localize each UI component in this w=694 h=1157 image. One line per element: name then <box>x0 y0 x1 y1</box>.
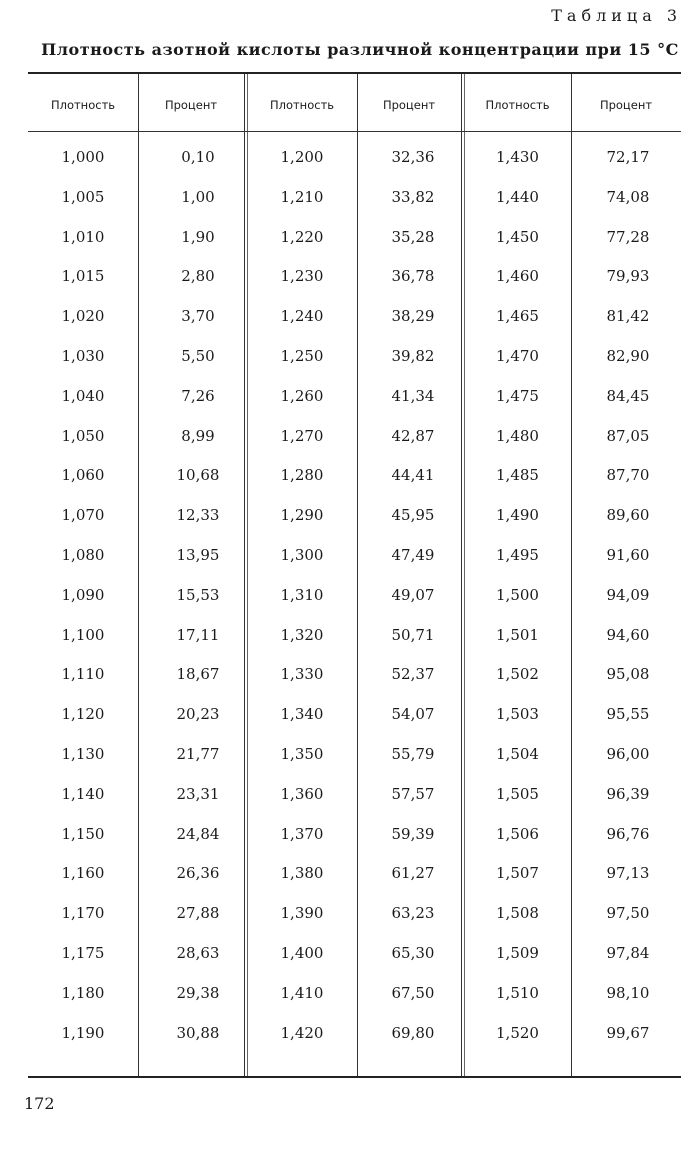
header-density-3: Плотность <box>485 98 550 112</box>
table-row <box>28 180 681 220</box>
table-row <box>28 498 681 538</box>
density-cell: 1,200 <box>280 148 324 166</box>
density-cell: 1,160 <box>61 864 105 883</box>
density-cell: 1,430 <box>496 148 539 166</box>
percent-cell: 26,36 <box>176 864 220 883</box>
percent-cell: 13,95 <box>176 545 220 564</box>
table-row <box>28 737 681 777</box>
table-title: Плотность азотной кислоты различной концентрации при 15 °С <box>41 40 679 59</box>
percent-cell: 54,07 <box>391 705 435 724</box>
density-cell: 1,420 <box>280 1023 324 1042</box>
density-cell: 1,310 <box>280 585 324 604</box>
density-cell: 1,440 <box>496 187 539 206</box>
percent-cell: 36,78 <box>391 267 435 286</box>
density-cell: 1,465 <box>496 307 539 326</box>
density-cell: 1,210 <box>280 187 324 206</box>
density-cell: 1,509 <box>496 943 539 962</box>
percent-cell: 87,70 <box>606 466 650 485</box>
percent-cell: 67,50 <box>391 983 435 1002</box>
percent-cell: 3,70 <box>181 307 215 326</box>
percent-cell: 87,05 <box>606 426 650 445</box>
density-cell: 1,040 <box>61 386 105 405</box>
percent-cell: 38,29 <box>391 307 435 326</box>
percent-cell: 94,60 <box>606 625 650 644</box>
table-row <box>28 299 681 339</box>
density-cell: 1,340 <box>280 705 324 724</box>
density-cell: 1,350 <box>280 744 324 763</box>
table-row <box>28 697 681 737</box>
percent-cell: 98,10 <box>606 983 650 1002</box>
density-cell: 1,110 <box>61 665 105 684</box>
density-cell: 1,030 <box>61 346 105 365</box>
percent-cell: 96,00 <box>606 744 650 763</box>
percent-cell: 2,80 <box>181 267 215 286</box>
header-density-1: Плотность <box>50 98 116 112</box>
percent-cell: 0,10 <box>181 148 215 166</box>
density-cell: 1,490 <box>496 506 539 525</box>
table-body <box>28 140 681 1055</box>
percent-cell: 94,09 <box>606 585 650 604</box>
density-cell: 1,100 <box>61 625 105 644</box>
percent-cell: 23,31 <box>176 784 220 803</box>
table-row <box>28 339 681 379</box>
table-row <box>28 817 681 857</box>
table-row <box>28 856 681 896</box>
table-row <box>28 419 681 459</box>
density-cell: 1,390 <box>280 904 324 923</box>
percent-cell: 57,57 <box>391 784 435 803</box>
table-label: Таблица 3 <box>551 6 682 25</box>
percent-cell: 18,67 <box>176 665 220 684</box>
density-cell: 1,495 <box>496 545 539 564</box>
percent-cell: 17,11 <box>176 625 220 644</box>
density-cell: 1,170 <box>61 904 105 923</box>
percent-cell: 7,26 <box>181 386 215 405</box>
density-cell: 1,070 <box>61 506 105 525</box>
table-row <box>28 379 681 419</box>
percent-cell: 72,17 <box>606 148 650 166</box>
table-row <box>28 259 681 299</box>
density-cell: 1,190 <box>61 1023 105 1042</box>
percent-cell: 10,68 <box>176 466 220 485</box>
percent-cell: 45,95 <box>391 506 435 525</box>
percent-cell: 21,77 <box>176 744 220 763</box>
percent-cell: 95,08 <box>606 665 650 684</box>
density-cell: 1,330 <box>280 665 324 684</box>
density-cell: 1,501 <box>496 625 539 644</box>
percent-cell: 59,39 <box>391 824 435 843</box>
percent-cell: 89,60 <box>606 506 650 525</box>
density-cell: 1,010 <box>61 227 105 246</box>
density-cell: 1,300 <box>280 545 324 564</box>
density-cell: 1,000 <box>61 148 105 166</box>
density-cell: 1,230 <box>280 267 324 286</box>
density-cell: 1,508 <box>496 904 539 923</box>
table-row <box>28 936 681 976</box>
density-cell: 1,260 <box>280 386 324 405</box>
density-cell: 1,120 <box>61 705 105 724</box>
percent-cell: 81,42 <box>606 307 650 326</box>
table-row <box>28 896 681 936</box>
header-percent-2: Процент <box>382 98 436 112</box>
percent-cell: 69,80 <box>391 1023 435 1042</box>
percent-cell: 65,30 <box>391 943 435 962</box>
percent-cell: 8,99 <box>181 426 215 445</box>
percent-cell: 97,84 <box>606 943 650 962</box>
density-cell: 1,360 <box>280 784 324 803</box>
percent-cell: 15,53 <box>176 585 220 604</box>
density-cell: 1,502 <box>496 665 539 684</box>
percent-cell: 97,50 <box>606 904 650 923</box>
percent-cell: 63,23 <box>391 904 435 923</box>
percent-cell: 27,88 <box>176 904 220 923</box>
percent-cell: 33,82 <box>391 187 435 206</box>
table-row <box>28 538 681 578</box>
table-row <box>28 777 681 817</box>
header-percent-1: Процент <box>164 98 218 112</box>
percent-cell: 32,36 <box>391 148 435 166</box>
density-cell: 1,500 <box>496 585 539 604</box>
percent-cell: 12,33 <box>176 506 220 525</box>
percent-cell: 1,90 <box>181 227 215 246</box>
density-cell: 1,380 <box>280 864 324 883</box>
percent-cell: 29,38 <box>176 983 220 1002</box>
density-cell: 1,506 <box>496 824 539 843</box>
percent-cell: 52,37 <box>391 665 435 684</box>
percent-cell: 20,23 <box>176 705 220 724</box>
table-row <box>28 976 681 1016</box>
percent-cell: 74,08 <box>606 187 650 206</box>
density-cell: 1,510 <box>496 983 539 1002</box>
density-cell: 1,504 <box>496 744 539 763</box>
density-cell: 1,470 <box>496 346 539 365</box>
percent-cell: 24,84 <box>176 824 220 843</box>
table-row <box>28 618 681 658</box>
density-cell: 1,507 <box>496 864 539 883</box>
percent-cell: 39,82 <box>391 346 435 365</box>
density-cell: 1,520 <box>496 1023 539 1042</box>
table-row <box>28 458 681 498</box>
density-cell: 1,450 <box>496 227 539 246</box>
header-percent-3: Процент <box>599 98 653 112</box>
percent-cell: 96,39 <box>606 784 650 803</box>
percent-cell: 82,90 <box>606 346 650 365</box>
table-row <box>28 657 681 697</box>
density-cell: 1,270 <box>280 426 324 445</box>
density-cell: 1,060 <box>61 466 105 485</box>
density-cell: 1,475 <box>496 386 539 405</box>
percent-cell: 42,87 <box>391 426 435 445</box>
percent-cell: 28,63 <box>176 943 220 962</box>
density-cell: 1,370 <box>280 824 324 843</box>
table-row <box>28 140 681 180</box>
density-cell: 1,005 <box>61 187 105 206</box>
density-cell: 1,175 <box>61 943 105 962</box>
percent-cell: 44,41 <box>391 466 435 485</box>
percent-cell: 41,34 <box>391 386 435 405</box>
density-cell: 1,240 <box>280 307 324 326</box>
percent-cell: 91,60 <box>606 545 650 564</box>
density-cell: 1,180 <box>61 983 105 1002</box>
density-table <box>28 72 681 1078</box>
percent-cell: 35,28 <box>391 227 435 246</box>
percent-cell: 50,71 <box>391 625 435 644</box>
percent-cell: 95,55 <box>606 705 650 724</box>
density-cell: 1,080 <box>61 545 105 564</box>
density-cell: 1,290 <box>280 506 324 525</box>
density-cell: 1,020 <box>61 307 105 326</box>
percent-cell: 1,00 <box>181 187 215 206</box>
table-row <box>28 220 681 260</box>
percent-cell: 77,28 <box>606 227 650 246</box>
page-number: 172 <box>24 1094 55 1113</box>
density-cell: 1,150 <box>61 824 105 843</box>
density-cell: 1,090 <box>61 585 105 604</box>
density-cell: 1,130 <box>61 744 105 763</box>
percent-cell: 79,93 <box>606 267 650 286</box>
percent-cell: 47,49 <box>391 545 435 564</box>
density-cell: 1,503 <box>496 705 539 724</box>
density-cell: 1,140 <box>61 784 105 803</box>
header-density-2: Плотность <box>269 98 335 112</box>
percent-cell: 49,07 <box>391 585 435 604</box>
percent-cell: 5,50 <box>181 346 215 365</box>
table-row <box>28 578 681 618</box>
density-cell: 1,250 <box>280 346 324 365</box>
density-cell: 1,400 <box>280 943 324 962</box>
table-header-row <box>28 74 681 131</box>
density-cell: 1,320 <box>280 625 324 644</box>
density-cell: 1,280 <box>280 466 324 485</box>
percent-cell: 84,45 <box>606 386 650 405</box>
percent-cell: 55,79 <box>391 744 435 763</box>
density-cell: 1,505 <box>496 784 539 803</box>
percent-cell: 30,88 <box>176 1023 220 1042</box>
density-cell: 1,015 <box>61 267 105 286</box>
density-cell: 1,050 <box>61 426 105 445</box>
density-cell: 1,410 <box>280 983 324 1002</box>
density-cell: 1,220 <box>280 227 324 246</box>
percent-cell: 97,13 <box>606 864 650 883</box>
percent-cell: 96,76 <box>606 824 650 843</box>
density-cell: 1,480 <box>496 426 539 445</box>
density-cell: 1,485 <box>496 466 539 485</box>
percent-cell: 61,27 <box>391 864 435 883</box>
percent-cell: 99,67 <box>606 1023 650 1042</box>
density-cell: 1,460 <box>496 267 539 286</box>
header-divider <box>28 131 681 132</box>
table-row <box>28 1016 681 1056</box>
